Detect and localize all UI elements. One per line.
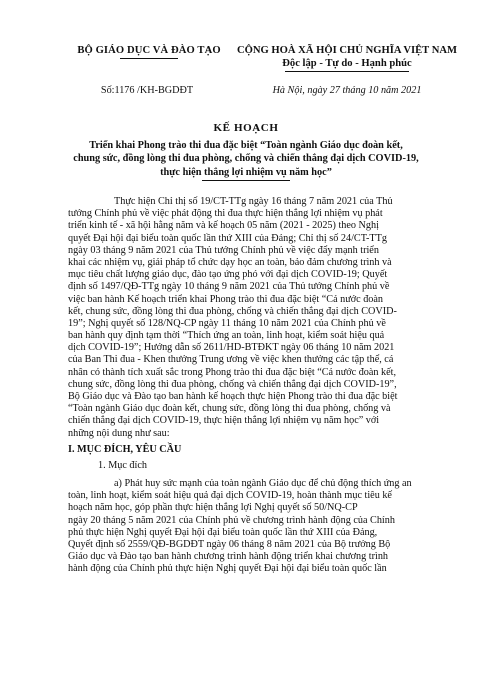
paragraph-a [68,478,454,576]
subtitle-line: chung sức, đồng lòng thi đua phòng, chống và chiến thắng đại dịch COVID-19, [73,153,419,165]
intro-paragraph [68,196,454,440]
document-title: KẾ HOẠCH [213,122,279,134]
text-line: chung sức, đồng lòng thi đua phòng, chống và chiến thắng đại dịch COVID-19”, [68,378,397,390]
subtitle-underline [202,180,290,181]
text-line: ban hành quy định tạm thời “Thích ứng an toàn, linh hoạt, kiểm soát hiệu quả [68,330,385,342]
text-line: Quyết định số 2559/QĐ-BGDĐT ngày 06 tháng 8 năm 2021 của Bộ trưởng Bộ [68,538,391,550]
issuer-block [64,44,234,59]
text-line: ngày 20 tháng 5 năm 2021 của Chính phủ về chương trình hành động của Chính [68,514,395,526]
text-line: hành động của Chính phủ thực hiện Nghị quyết Đại hội đại biểu toàn quốc lần [68,563,387,575]
text-line: hoạch năm học, góp phần thực hiện thắng lợi Nghị quyết số 50/NQ-CP [68,502,358,514]
text-line: dịch COVID-19”; Hướng dẫn số 2611/HD-BTĐKT ngày 06 tháng 10 năm 2021 [68,342,395,354]
ministry-underline [120,58,178,59]
text-line: a) Phát huy sức mạnh của toàn ngành Giáo dục để chủ động thích ứng an [114,478,412,489]
text-line: nhân có thành tích xuất sắc trong Phong trào thi đua đặc biệt “Cả nước đoàn kết, [68,366,397,378]
text-line: việc ban hành Kế hoạch triển khai Phong trào thi đua đặc biệt “Cả nước đoàn [68,293,384,305]
section-heading: I. MỤC ĐÍCH, YÊU CẦU [68,444,182,455]
ministry-name: BỘ GIÁO DỤC VÀ ĐÀO TẠO [77,45,221,56]
subsection-heading: 1. Mục đích [98,460,147,471]
text-line: “Toàn ngành Giáo dục đoàn kết, chung sức, đồng lòng thi đua phòng, chống và [68,403,391,415]
text-line: toàn, linh hoạt, kiểm soát hiệu quả đại dịch COVID-19, hoàn thành mục tiêu kế [68,490,392,502]
text-line: định số 1497/QĐ-TTg ngày 10 tháng 9 năm 2021 của Thủ tướng Chính phủ về [68,281,390,293]
document-subtitle [56,139,436,181]
text-line: của Ban Thi đua - Khen thưởng Trung ương về việc khen thưởng các tập thể, cá [68,354,394,366]
text-line: ngày 03 tháng 9 năm 2021 của Thủ tướng Chính phủ về việc đẩy mạnh triển [68,244,379,256]
text-line: 19”; Nghị quyết số 128/NQ-CP ngày 11 tháng 10 năm 2021 của Chính phủ về [68,317,386,329]
text-line: những nội dung như sau: [68,427,170,439]
text-line: phủ thực hiện Nghị quyết Đại hội đại biểu toàn quốc lần thứ XIII của Đảng, [68,526,378,538]
text-line: kết, chung sức, đồng lòng thi đua phòng, chống và chiến thắng đại dịch COVID- [68,305,397,317]
text-line: mục tiêu chất lượng giáo dục, đào tạo ứng phó với đại dịch COVID-19; Quyết [68,269,388,281]
subtitle-line: thực hiện thắng lợi nhiệm vụ năm học” [160,166,332,178]
place-date: Hà Nội, ngày 27 tháng 10 năm 2021 [272,85,422,96]
subtitle-line: Triển khai Phong trào thi đua đặc biệt “Toàn ngành Giáo dục đoàn kết, [89,140,403,151]
document-number: Số:1176 /KH-BGDĐT [100,85,194,96]
text-line: khai các nhiệm vụ, giải pháp tổ chức dạy học an toàn, bảo đảm chương trình và [68,256,392,268]
text-line: Bộ Giáo dục và Đào tạo ban hành kế hoạch thực hiện Phong trào thi đua đặc biệt [68,391,398,402]
text-line: chiến thắng đại dịch COVID-19, thực hiện thắng lợi nhiệm vụ năm học” với [68,415,380,427]
text-line: Giáo dục và Đào tạo ban hành chương trình hành động triển khai chương trình [68,551,389,563]
text-line: tướng Chính phủ về việc phát động thi đua thực hiện thắng lợi nhiệm vụ phát [68,208,383,220]
nation-name: CỘNG HOÀ XÃ HỘI CHỦ NGHĨA VIỆT NAM [236,45,458,56]
national-header [234,44,460,72]
motto: Độc lập - Tự do - Hạnh phúc [282,58,412,69]
text-line: triển kinh tế - xã hội hằng năm và kế hoạch 05 năm (2021 - 2025) theo Nghị [68,220,379,232]
text-line: quyết Đại hội đại biểu toàn quốc lần thứ XIII của Đảng; Chỉ thị số 24/CT-TTg [68,232,387,244]
motto-underline [285,71,409,72]
text-line: Thực hiện Chỉ thị số 19/CT-TTg ngày 16 tháng 7 năm 2021 của Thủ [114,196,393,207]
